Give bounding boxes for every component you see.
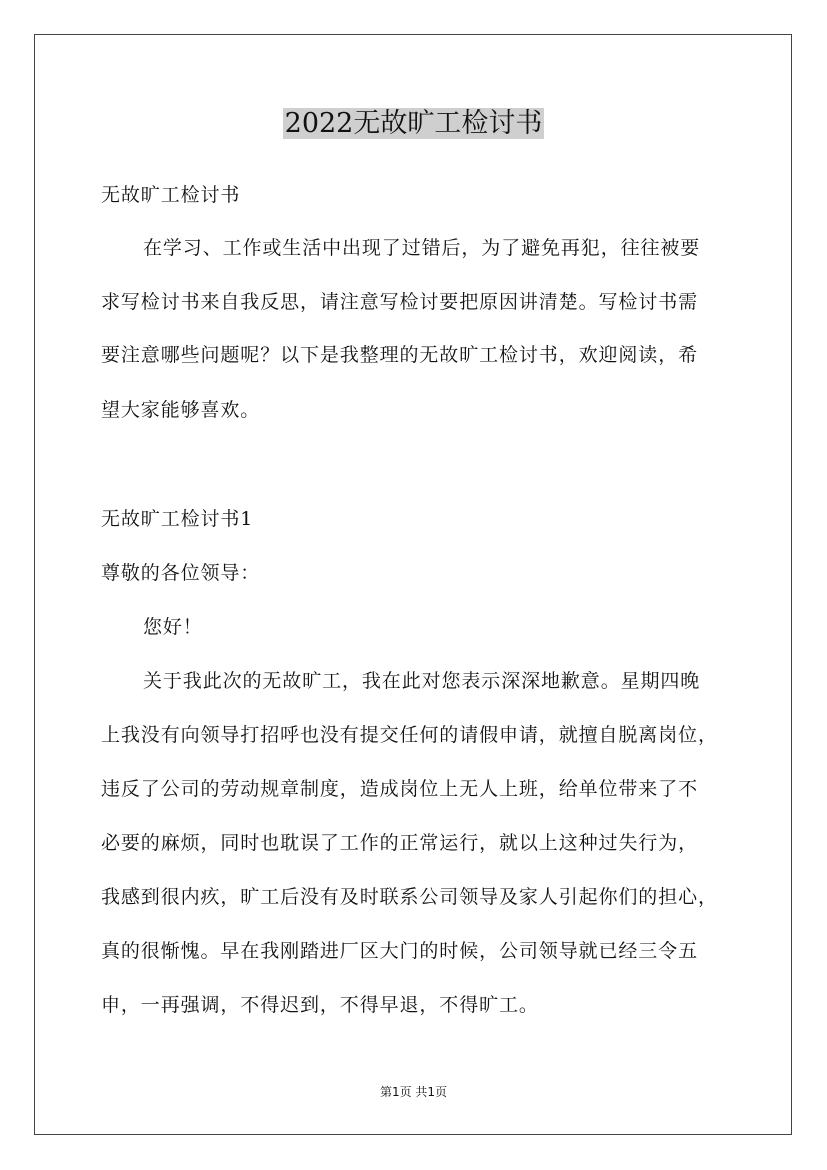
intro-line: 在学习、工作或生活中出现了过错后，为了避免再犯，往往被要 [143, 237, 701, 259]
body-line: 上我没有向领导打招呼也没有提交任何的请假申请，就擅自脱离岗位， [101, 724, 718, 746]
body-line: 申，一再强调，不得迟到，不得早退，不得旷工。 [101, 994, 539, 1016]
intro-line: 求写检讨书来自我反思，请注意写检讨要把原因讲清楚。写检讨书需 [101, 291, 699, 313]
subtitle: 无故旷工检讨书 [101, 184, 241, 206]
body-line: 违反了公司的劳动规章制度，造成岗位上无人上班，给单位带来了不 [101, 778, 699, 800]
intro-line: 望大家能够喜欢。 [101, 399, 261, 421]
body-line: 关于我此次的无故旷工，我在此对您表示深深地歉意。星期四晚 [143, 670, 701, 692]
greeting: 您好！ [143, 616, 203, 638]
section-heading: 无故旷工检讨书1 [101, 508, 254, 530]
salutation: 尊敬的各位领导： [101, 562, 261, 584]
body-line: 必要的麻烦，同时也耽误了工作的正常运行，就以上这种过失行为， [101, 832, 699, 854]
page-number-footer: 第1页 共1页 [379, 1085, 448, 1099]
body-line: 真的很惭愧。早在我刚踏进厂区大门的时候，公司领导就已经三令五 [101, 940, 699, 962]
intro-line: 要注意哪些问题呢？以下是我整理的无故旷工检讨书，欢迎阅读，希 [101, 344, 699, 366]
body-line: 我感到很内疚，旷工后没有及时联系公司领导及家人引起你们的担心， [101, 886, 718, 908]
document-title: 2022无故旷工检讨书 [284, 108, 543, 139]
